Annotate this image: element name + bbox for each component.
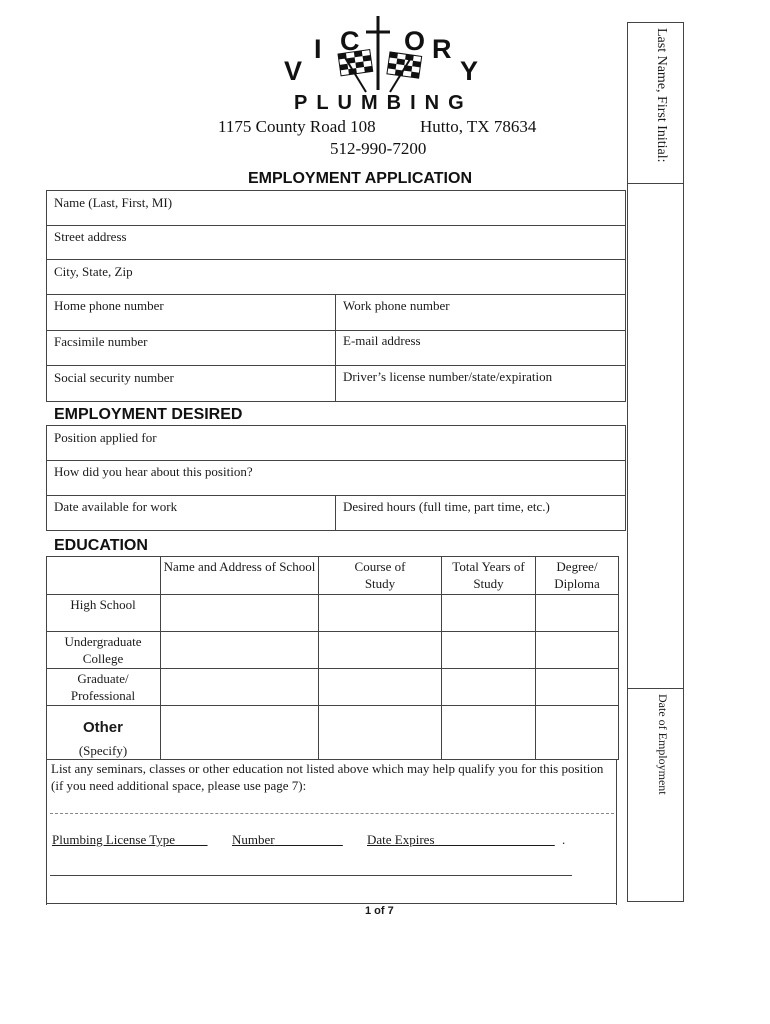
block-bottom-border — [46, 903, 616, 904]
date-expires-label: Date Expires — [367, 832, 435, 847]
additional-info-line[interactable] — [50, 875, 572, 876]
company-city: Hutto, TX 78634 — [420, 117, 537, 136]
street-address-field[interactable]: Street address — [54, 229, 127, 244]
row-divider — [46, 225, 626, 226]
row-divider — [46, 594, 619, 595]
row-divider — [46, 631, 619, 632]
logo-letter-v: V — [284, 56, 303, 86]
company-street: 1175 County Road 108 — [218, 117, 376, 136]
block-left-border — [46, 760, 47, 905]
email-field[interactable]: E-mail address — [343, 333, 421, 348]
license-number-field[interactable] — [232, 832, 343, 848]
logo-letter-y: Y — [460, 56, 479, 86]
column-divider — [318, 556, 319, 760]
column-divider — [335, 294, 336, 402]
ssn-field[interactable]: Social security number — [54, 370, 174, 385]
row-label-high-school: High School — [70, 597, 136, 612]
column-divider — [160, 556, 161, 760]
row-divider — [46, 365, 626, 366]
employment-desired-heading: EMPLOYMENT DESIRED — [54, 406, 243, 423]
license-type-field[interactable] — [52, 832, 208, 848]
home-phone-field[interactable]: Home phone number — [54, 298, 164, 313]
logo-letter-i: I — [314, 34, 322, 64]
page-number: 1 of 7 — [365, 905, 394, 917]
logo-letter-r: R — [432, 34, 452, 64]
date-available-field[interactable]: Date available for work — [54, 499, 178, 514]
date-expires-field[interactable] — [367, 832, 555, 848]
city-state-zip-field[interactable]: City, State, Zip — [54, 264, 133, 279]
row-divider — [46, 705, 619, 706]
position-applied-field[interactable]: Position applied for — [54, 430, 157, 445]
facsimile-field[interactable]: Facsimile number — [54, 334, 148, 349]
column-divider — [335, 495, 336, 531]
strip-divider — [627, 688, 684, 689]
name-field[interactable]: Name (Last, First, MI) — [54, 195, 173, 210]
form-title: EMPLOYMENT APPLICATION — [248, 170, 472, 187]
row-label-graduate: Graduate/ Professional — [70, 671, 136, 703]
row-label-undergraduate: Undergraduate College — [64, 634, 142, 666]
license-type-label: Plumbing License Type — [52, 832, 176, 847]
license-line-period: . — [562, 832, 566, 847]
work-phone-field[interactable]: Work phone number — [343, 298, 450, 313]
row-divider — [46, 495, 626, 496]
row-divider — [46, 668, 619, 669]
seminars-input-line — [50, 813, 614, 814]
date-of-employment-label: Date of Employment — [656, 694, 670, 795]
block-right-border — [616, 760, 617, 905]
row-divider — [46, 294, 626, 295]
desired-hours-field[interactable]: Desired hours (full time, part time, etc.) — [343, 499, 550, 514]
row-divider — [46, 460, 626, 461]
logo-graphic — [280, 12, 490, 96]
seminars-instructions: List any seminars, classes or other education not listed above which may help qualify you for this position (if you need additional space, please use page 7): — [51, 761, 604, 793]
column-header-school: Name and Address of School — [163, 559, 316, 574]
column-header-years: Total Years of Study — [452, 559, 525, 591]
column-header-course: Course of Study — [354, 559, 406, 591]
strip-divider — [627, 183, 684, 184]
how-did-you-hear-field[interactable]: How did you hear about this position? — [54, 464, 253, 479]
row-divider — [46, 259, 626, 260]
education-heading: EDUCATION — [54, 537, 148, 554]
row-label-other: Other — [82, 719, 123, 736]
column-header-degree: Degree/ Diploma — [554, 559, 600, 591]
company-logo — [280, 12, 490, 96]
drivers-license-field[interactable]: Driver’s license number/state/expiration — [343, 369, 553, 384]
logo-letter-o: O — [404, 26, 426, 56]
logo-letter-c: C — [340, 26, 360, 56]
logo-word: PLUMBING — [294, 92, 473, 114]
license-number-label: Number — [232, 832, 275, 847]
column-divider — [535, 556, 536, 760]
last-name-initial-label: Last Name, First Initial: — [654, 28, 669, 163]
row-divider — [46, 330, 626, 331]
company-phone: 512-990-7200 — [330, 139, 427, 158]
row-label-specify: (Specify) — [78, 743, 128, 758]
